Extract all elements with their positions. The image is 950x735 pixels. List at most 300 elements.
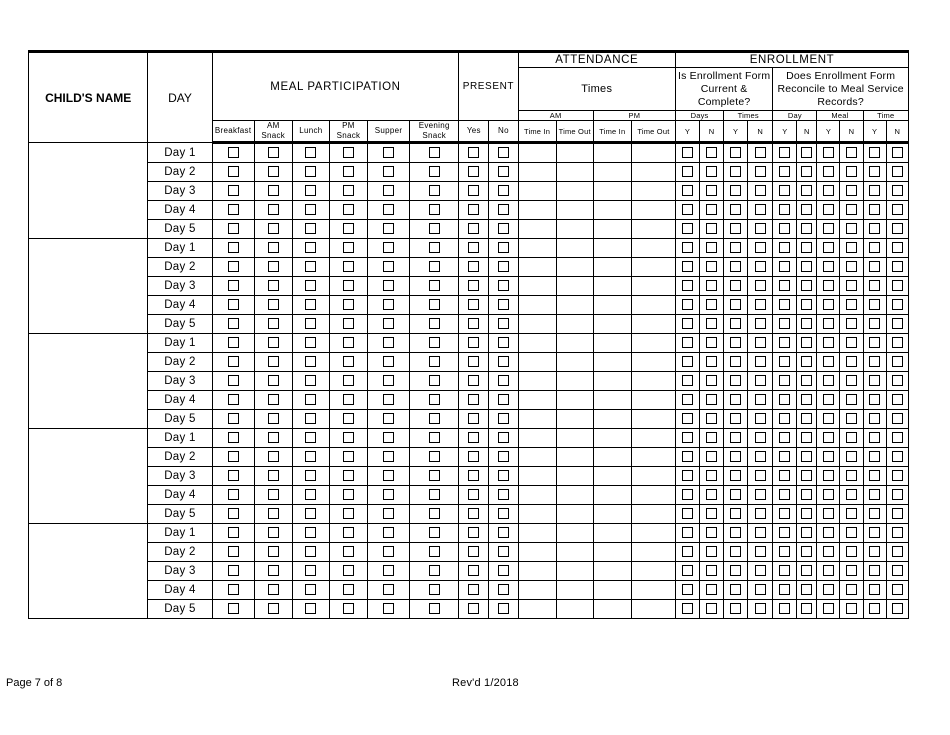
child-name-field[interactable] [29, 334, 148, 429]
am-time-in-field[interactable] [518, 562, 556, 581]
meal-pm-snack-checkbox[interactable] [343, 185, 354, 196]
pm-time-in-field[interactable] [593, 543, 631, 562]
pm-time-in-field[interactable] [593, 353, 631, 372]
q2-day-y-checkbox[interactable] [779, 223, 790, 234]
pm-time-in-field[interactable] [593, 524, 631, 543]
am-time-in-field[interactable] [518, 334, 556, 353]
q2-time-n-checkbox[interactable] [892, 470, 903, 481]
pm-time-in-field[interactable] [593, 182, 631, 201]
q2-meal-y-checkbox[interactable] [823, 318, 834, 329]
q2-meal-y-checkbox[interactable] [823, 280, 834, 291]
present-no-checkbox[interactable] [498, 185, 509, 196]
q2-time-y-checkbox[interactable] [869, 166, 880, 177]
am-time-out-field[interactable] [556, 258, 593, 277]
meal-evening-snack-checkbox[interactable] [429, 584, 440, 595]
q1-days-y-checkbox[interactable] [682, 451, 693, 462]
pm-time-in-field[interactable] [593, 296, 631, 315]
q2-meal-n-checkbox[interactable] [846, 204, 857, 215]
q2-day-y-checkbox[interactable] [779, 432, 790, 443]
q2-day-n-checkbox[interactable] [801, 546, 812, 557]
q2-time-n-checkbox[interactable] [892, 432, 903, 443]
am-time-in-field[interactable] [518, 581, 556, 600]
meal-am-snack-checkbox[interactable] [268, 489, 279, 500]
q1-days-y-checkbox[interactable] [682, 508, 693, 519]
present-yes-checkbox[interactable] [468, 242, 479, 253]
q2-day-n-checkbox[interactable] [801, 147, 812, 158]
meal-pm-snack-checkbox[interactable] [343, 489, 354, 500]
meal-supper-checkbox[interactable] [383, 299, 394, 310]
meal-pm-snack-checkbox[interactable] [343, 413, 354, 424]
q2-day-n-checkbox[interactable] [801, 261, 812, 272]
q2-meal-n-checkbox[interactable] [846, 375, 857, 386]
pm-time-in-field[interactable] [593, 143, 631, 163]
meal-breakfast-checkbox[interactable] [228, 584, 239, 595]
q1-times-n-checkbox[interactable] [755, 185, 766, 196]
q1-days-y-checkbox[interactable] [682, 584, 693, 595]
am-time-out-field[interactable] [556, 163, 593, 182]
q2-day-n-checkbox[interactable] [801, 223, 812, 234]
q2-day-y-checkbox[interactable] [779, 413, 790, 424]
meal-supper-checkbox[interactable] [383, 508, 394, 519]
q1-days-y-checkbox[interactable] [682, 147, 693, 158]
meal-supper-checkbox[interactable] [383, 318, 394, 329]
present-yes-checkbox[interactable] [468, 470, 479, 481]
q2-day-y-checkbox[interactable] [779, 147, 790, 158]
present-yes-checkbox[interactable] [468, 204, 479, 215]
q1-days-y-checkbox[interactable] [682, 337, 693, 348]
meal-lunch-checkbox[interactable] [305, 223, 316, 234]
q2-time-y-checkbox[interactable] [869, 470, 880, 481]
meal-supper-checkbox[interactable] [383, 337, 394, 348]
am-time-out-field[interactable] [556, 220, 593, 239]
q2-meal-y-checkbox[interactable] [823, 166, 834, 177]
present-yes-checkbox[interactable] [468, 584, 479, 595]
pm-time-out-field[interactable] [631, 562, 675, 581]
am-time-in-field[interactable] [518, 220, 556, 239]
present-yes-checkbox[interactable] [468, 413, 479, 424]
pm-time-out-field[interactable] [631, 163, 675, 182]
q2-meal-y-checkbox[interactable] [823, 375, 834, 386]
meal-supper-checkbox[interactable] [383, 185, 394, 196]
q1-days-y-checkbox[interactable] [682, 489, 693, 500]
q1-days-n-checkbox[interactable] [706, 242, 717, 253]
q1-times-n-checkbox[interactable] [755, 280, 766, 291]
q2-day-y-checkbox[interactable] [779, 394, 790, 405]
am-time-in-field[interactable] [518, 429, 556, 448]
q2-meal-n-checkbox[interactable] [846, 242, 857, 253]
meal-evening-snack-checkbox[interactable] [429, 185, 440, 196]
meal-pm-snack-checkbox[interactable] [343, 527, 354, 538]
present-no-checkbox[interactable] [498, 299, 509, 310]
q2-day-y-checkbox[interactable] [779, 261, 790, 272]
q2-meal-y-checkbox[interactable] [823, 337, 834, 348]
am-time-out-field[interactable] [556, 182, 593, 201]
q2-time-y-checkbox[interactable] [869, 261, 880, 272]
q2-meal-n-checkbox[interactable] [846, 508, 857, 519]
am-time-out-field[interactable] [556, 562, 593, 581]
present-no-checkbox[interactable] [498, 223, 509, 234]
q2-meal-n-checkbox[interactable] [846, 584, 857, 595]
pm-time-out-field[interactable] [631, 467, 675, 486]
q1-times-y-checkbox[interactable] [730, 470, 741, 481]
present-no-checkbox[interactable] [498, 546, 509, 557]
q1-times-n-checkbox[interactable] [755, 565, 766, 576]
meal-pm-snack-checkbox[interactable] [343, 470, 354, 481]
q2-meal-n-checkbox[interactable] [846, 489, 857, 500]
meal-evening-snack-checkbox[interactable] [429, 394, 440, 405]
present-no-checkbox[interactable] [498, 489, 509, 500]
q2-meal-y-checkbox[interactable] [823, 432, 834, 443]
meal-pm-snack-checkbox[interactable] [343, 147, 354, 158]
pm-time-out-field[interactable] [631, 448, 675, 467]
meal-evening-snack-checkbox[interactable] [429, 413, 440, 424]
q2-time-n-checkbox[interactable] [892, 261, 903, 272]
q1-times-n-checkbox[interactable] [755, 147, 766, 158]
q1-days-y-checkbox[interactable] [682, 204, 693, 215]
q1-days-n-checkbox[interactable] [706, 527, 717, 538]
meal-supper-checkbox[interactable] [383, 603, 394, 614]
present-yes-checkbox[interactable] [468, 603, 479, 614]
present-no-checkbox[interactable] [498, 261, 509, 272]
q2-meal-y-checkbox[interactable] [823, 242, 834, 253]
am-time-in-field[interactable] [518, 277, 556, 296]
meal-supper-checkbox[interactable] [383, 204, 394, 215]
q2-meal-n-checkbox[interactable] [846, 432, 857, 443]
meal-pm-snack-checkbox[interactable] [343, 584, 354, 595]
meal-pm-snack-checkbox[interactable] [343, 166, 354, 177]
q2-meal-n-checkbox[interactable] [846, 166, 857, 177]
meal-breakfast-checkbox[interactable] [228, 451, 239, 462]
q1-days-n-checkbox[interactable] [706, 546, 717, 557]
meal-lunch-checkbox[interactable] [305, 546, 316, 557]
q2-time-y-checkbox[interactable] [869, 147, 880, 158]
meal-breakfast-checkbox[interactable] [228, 318, 239, 329]
am-time-in-field[interactable] [518, 182, 556, 201]
q1-days-y-checkbox[interactable] [682, 299, 693, 310]
q2-day-y-checkbox[interactable] [779, 337, 790, 348]
q2-time-n-checkbox[interactable] [892, 318, 903, 329]
meal-evening-snack-checkbox[interactable] [429, 280, 440, 291]
pm-time-out-field[interactable] [631, 391, 675, 410]
meal-breakfast-checkbox[interactable] [228, 603, 239, 614]
q2-day-n-checkbox[interactable] [801, 280, 812, 291]
meal-breakfast-checkbox[interactable] [228, 546, 239, 557]
meal-breakfast-checkbox[interactable] [228, 508, 239, 519]
pm-time-out-field[interactable] [631, 239, 675, 258]
q1-times-y-checkbox[interactable] [730, 280, 741, 291]
pm-time-in-field[interactable] [593, 315, 631, 334]
meal-lunch-checkbox[interactable] [305, 375, 316, 386]
meal-am-snack-checkbox[interactable] [268, 565, 279, 576]
meal-lunch-checkbox[interactable] [305, 603, 316, 614]
q1-times-y-checkbox[interactable] [730, 489, 741, 500]
q2-meal-y-checkbox[interactable] [823, 489, 834, 500]
q2-day-n-checkbox[interactable] [801, 432, 812, 443]
present-yes-checkbox[interactable] [468, 166, 479, 177]
am-time-in-field[interactable] [518, 543, 556, 562]
pm-time-in-field[interactable] [593, 220, 631, 239]
meal-am-snack-checkbox[interactable] [268, 432, 279, 443]
meal-breakfast-checkbox[interactable] [228, 280, 239, 291]
am-time-out-field[interactable] [556, 143, 593, 163]
meal-evening-snack-checkbox[interactable] [429, 204, 440, 215]
meal-am-snack-checkbox[interactable] [268, 413, 279, 424]
q2-time-n-checkbox[interactable] [892, 147, 903, 158]
q2-time-y-checkbox[interactable] [869, 546, 880, 557]
q1-days-y-checkbox[interactable] [682, 470, 693, 481]
meal-pm-snack-checkbox[interactable] [343, 546, 354, 557]
meal-am-snack-checkbox[interactable] [268, 375, 279, 386]
q2-day-y-checkbox[interactable] [779, 470, 790, 481]
am-time-out-field[interactable] [556, 315, 593, 334]
am-time-in-field[interactable] [518, 258, 556, 277]
q1-days-y-checkbox[interactable] [682, 242, 693, 253]
q2-time-y-checkbox[interactable] [869, 318, 880, 329]
present-no-checkbox[interactable] [498, 470, 509, 481]
am-time-in-field[interactable] [518, 163, 556, 182]
am-time-in-field[interactable] [518, 315, 556, 334]
meal-am-snack-checkbox[interactable] [268, 394, 279, 405]
q2-time-y-checkbox[interactable] [869, 204, 880, 215]
present-yes-checkbox[interactable] [468, 489, 479, 500]
q2-time-n-checkbox[interactable] [892, 394, 903, 405]
meal-lunch-checkbox[interactable] [305, 413, 316, 424]
q2-day-y-checkbox[interactable] [779, 603, 790, 614]
q1-times-n-checkbox[interactable] [755, 584, 766, 595]
q1-times-n-checkbox[interactable] [755, 451, 766, 462]
meal-lunch-checkbox[interactable] [305, 356, 316, 367]
am-time-out-field[interactable] [556, 353, 593, 372]
am-time-in-field[interactable] [518, 296, 556, 315]
pm-time-out-field[interactable] [631, 524, 675, 543]
meal-lunch-checkbox[interactable] [305, 204, 316, 215]
meal-lunch-checkbox[interactable] [305, 166, 316, 177]
pm-time-out-field[interactable] [631, 315, 675, 334]
q2-day-n-checkbox[interactable] [801, 565, 812, 576]
q2-time-n-checkbox[interactable] [892, 204, 903, 215]
q1-times-n-checkbox[interactable] [755, 261, 766, 272]
meal-supper-checkbox[interactable] [383, 394, 394, 405]
meal-supper-checkbox[interactable] [383, 413, 394, 424]
q2-meal-n-checkbox[interactable] [846, 337, 857, 348]
child-name-field[interactable] [29, 524, 148, 619]
q2-meal-y-checkbox[interactable] [823, 356, 834, 367]
q1-times-y-checkbox[interactable] [730, 337, 741, 348]
present-yes-checkbox[interactable] [468, 147, 479, 158]
q2-day-n-checkbox[interactable] [801, 185, 812, 196]
am-time-in-field[interactable] [518, 372, 556, 391]
present-no-checkbox[interactable] [498, 242, 509, 253]
pm-time-in-field[interactable] [593, 239, 631, 258]
am-time-out-field[interactable] [556, 581, 593, 600]
meal-pm-snack-checkbox[interactable] [343, 565, 354, 576]
meal-supper-checkbox[interactable] [383, 375, 394, 386]
meal-breakfast-checkbox[interactable] [228, 204, 239, 215]
pm-time-in-field[interactable] [593, 334, 631, 353]
meal-evening-snack-checkbox[interactable] [429, 166, 440, 177]
pm-time-in-field[interactable] [593, 581, 631, 600]
q1-days-n-checkbox[interactable] [706, 356, 717, 367]
meal-am-snack-checkbox[interactable] [268, 261, 279, 272]
q2-time-n-checkbox[interactable] [892, 489, 903, 500]
meal-lunch-checkbox[interactable] [305, 565, 316, 576]
am-time-out-field[interactable] [556, 239, 593, 258]
present-yes-checkbox[interactable] [468, 375, 479, 386]
q2-meal-y-checkbox[interactable] [823, 565, 834, 576]
q2-meal-n-checkbox[interactable] [846, 565, 857, 576]
q1-days-n-checkbox[interactable] [706, 375, 717, 386]
meal-supper-checkbox[interactable] [383, 166, 394, 177]
meal-evening-snack-checkbox[interactable] [429, 223, 440, 234]
am-time-in-field[interactable] [518, 524, 556, 543]
q2-time-n-checkbox[interactable] [892, 166, 903, 177]
q2-time-n-checkbox[interactable] [892, 565, 903, 576]
present-yes-checkbox[interactable] [468, 318, 479, 329]
meal-lunch-checkbox[interactable] [305, 489, 316, 500]
meal-evening-snack-checkbox[interactable] [429, 451, 440, 462]
pm-time-out-field[interactable] [631, 505, 675, 524]
meal-supper-checkbox[interactable] [383, 356, 394, 367]
q1-times-n-checkbox[interactable] [755, 204, 766, 215]
meal-lunch-checkbox[interactable] [305, 261, 316, 272]
q1-times-n-checkbox[interactable] [755, 375, 766, 386]
present-yes-checkbox[interactable] [468, 394, 479, 405]
meal-am-snack-checkbox[interactable] [268, 185, 279, 196]
present-no-checkbox[interactable] [498, 375, 509, 386]
present-yes-checkbox[interactable] [468, 185, 479, 196]
am-time-out-field[interactable] [556, 600, 593, 619]
meal-am-snack-checkbox[interactable] [268, 299, 279, 310]
present-yes-checkbox[interactable] [468, 337, 479, 348]
q1-days-y-checkbox[interactable] [682, 432, 693, 443]
meal-am-snack-checkbox[interactable] [268, 451, 279, 462]
q1-times-y-checkbox[interactable] [730, 318, 741, 329]
meal-evening-snack-checkbox[interactable] [429, 546, 440, 557]
q2-day-n-checkbox[interactable] [801, 394, 812, 405]
q2-time-y-checkbox[interactable] [869, 584, 880, 595]
pm-time-out-field[interactable] [631, 258, 675, 277]
present-no-checkbox[interactable] [498, 603, 509, 614]
meal-pm-snack-checkbox[interactable] [343, 508, 354, 519]
q2-day-y-checkbox[interactable] [779, 375, 790, 386]
q2-meal-y-checkbox[interactable] [823, 451, 834, 462]
q2-day-n-checkbox[interactable] [801, 318, 812, 329]
present-yes-checkbox[interactable] [468, 546, 479, 557]
q2-time-y-checkbox[interactable] [869, 508, 880, 519]
q2-day-n-checkbox[interactable] [801, 356, 812, 367]
meal-breakfast-checkbox[interactable] [228, 223, 239, 234]
q1-days-y-checkbox[interactable] [682, 223, 693, 234]
q2-meal-n-checkbox[interactable] [846, 299, 857, 310]
meal-evening-snack-checkbox[interactable] [429, 299, 440, 310]
present-no-checkbox[interactable] [498, 451, 509, 462]
meal-evening-snack-checkbox[interactable] [429, 470, 440, 481]
meal-supper-checkbox[interactable] [383, 223, 394, 234]
q1-days-n-checkbox[interactable] [706, 223, 717, 234]
q1-days-n-checkbox[interactable] [706, 432, 717, 443]
present-yes-checkbox[interactable] [468, 223, 479, 234]
present-no-checkbox[interactable] [498, 318, 509, 329]
q2-meal-y-checkbox[interactable] [823, 299, 834, 310]
meal-breakfast-checkbox[interactable] [228, 356, 239, 367]
meal-supper-checkbox[interactable] [383, 147, 394, 158]
meal-pm-snack-checkbox[interactable] [343, 603, 354, 614]
q2-time-y-checkbox[interactable] [869, 413, 880, 424]
am-time-in-field[interactable] [518, 201, 556, 220]
meal-supper-checkbox[interactable] [383, 470, 394, 481]
pm-time-out-field[interactable] [631, 600, 675, 619]
q1-times-y-checkbox[interactable] [730, 299, 741, 310]
pm-time-out-field[interactable] [631, 353, 675, 372]
q2-time-n-checkbox[interactable] [892, 242, 903, 253]
q2-time-n-checkbox[interactable] [892, 451, 903, 462]
pm-time-in-field[interactable] [593, 600, 631, 619]
q2-meal-n-checkbox[interactable] [846, 470, 857, 481]
q1-days-n-checkbox[interactable] [706, 337, 717, 348]
meal-evening-snack-checkbox[interactable] [429, 242, 440, 253]
q2-meal-y-checkbox[interactable] [823, 584, 834, 595]
meal-am-snack-checkbox[interactable] [268, 280, 279, 291]
present-no-checkbox[interactable] [498, 166, 509, 177]
am-time-out-field[interactable] [556, 201, 593, 220]
q1-times-y-checkbox[interactable] [730, 394, 741, 405]
q2-time-y-checkbox[interactable] [869, 375, 880, 386]
q1-days-y-checkbox[interactable] [682, 546, 693, 557]
q2-day-n-checkbox[interactable] [801, 375, 812, 386]
meal-lunch-checkbox[interactable] [305, 470, 316, 481]
q2-day-y-checkbox[interactable] [779, 356, 790, 367]
meal-lunch-checkbox[interactable] [305, 280, 316, 291]
present-yes-checkbox[interactable] [468, 527, 479, 538]
meal-breakfast-checkbox[interactable] [228, 470, 239, 481]
q2-day-y-checkbox[interactable] [779, 451, 790, 462]
q1-times-y-checkbox[interactable] [730, 451, 741, 462]
meal-lunch-checkbox[interactable] [305, 337, 316, 348]
present-yes-checkbox[interactable] [468, 261, 479, 272]
pm-time-in-field[interactable] [593, 201, 631, 220]
am-time-out-field[interactable] [556, 277, 593, 296]
q2-meal-n-checkbox[interactable] [846, 451, 857, 462]
pm-time-out-field[interactable] [631, 296, 675, 315]
meal-am-snack-checkbox[interactable] [268, 204, 279, 215]
present-no-checkbox[interactable] [498, 337, 509, 348]
am-time-out-field[interactable] [556, 429, 593, 448]
q1-times-n-checkbox[interactable] [755, 508, 766, 519]
q1-times-n-checkbox[interactable] [755, 527, 766, 538]
q2-time-n-checkbox[interactable] [892, 584, 903, 595]
meal-lunch-checkbox[interactable] [305, 451, 316, 462]
q1-times-y-checkbox[interactable] [730, 508, 741, 519]
q1-days-y-checkbox[interactable] [682, 280, 693, 291]
meal-am-snack-checkbox[interactable] [268, 546, 279, 557]
q1-times-n-checkbox[interactable] [755, 223, 766, 234]
pm-time-out-field[interactable] [631, 143, 675, 163]
present-no-checkbox[interactable] [498, 432, 509, 443]
meal-pm-snack-checkbox[interactable] [343, 356, 354, 367]
pm-time-in-field[interactable] [593, 448, 631, 467]
meal-pm-snack-checkbox[interactable] [343, 242, 354, 253]
pm-time-out-field[interactable] [631, 581, 675, 600]
meal-breakfast-checkbox[interactable] [228, 394, 239, 405]
q2-time-n-checkbox[interactable] [892, 375, 903, 386]
q2-meal-y-checkbox[interactable] [823, 185, 834, 196]
present-no-checkbox[interactable] [498, 527, 509, 538]
am-time-out-field[interactable] [556, 448, 593, 467]
meal-supper-checkbox[interactable] [383, 527, 394, 538]
q2-time-y-checkbox[interactable] [869, 432, 880, 443]
meal-evening-snack-checkbox[interactable] [429, 356, 440, 367]
meal-breakfast-checkbox[interactable] [228, 413, 239, 424]
